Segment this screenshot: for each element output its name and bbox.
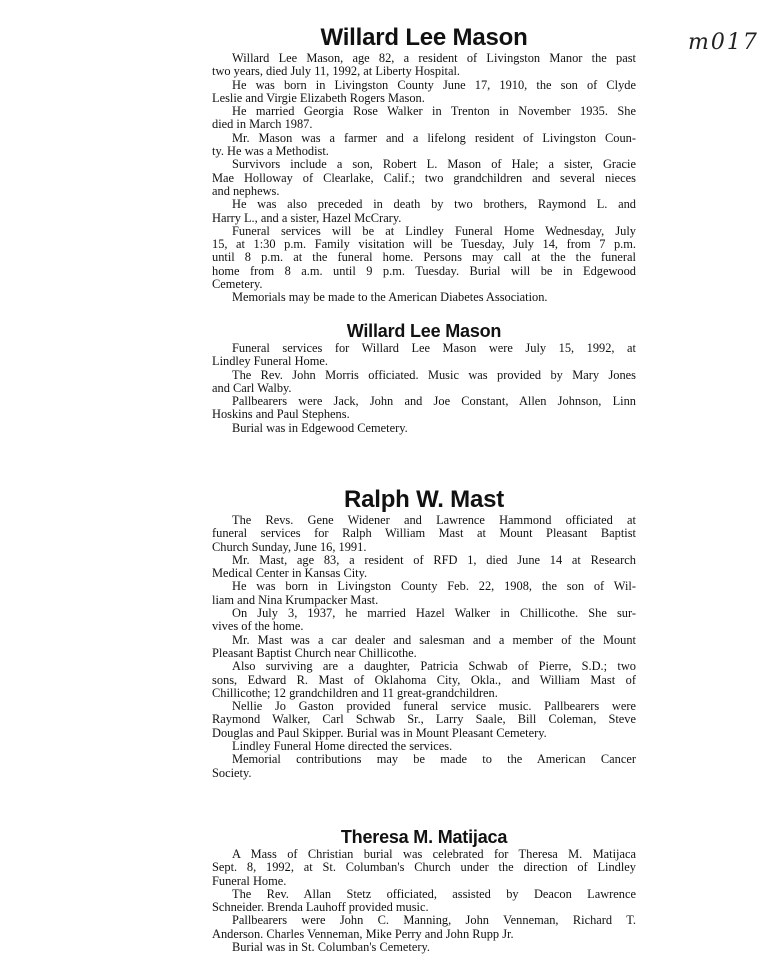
- text-line: The Rev. John Morris officiated. Music was provided by Mary Jones: [232, 367, 636, 382]
- text-line: Anderson. Charles Venneman, Mike Perry and John Rupp Jr.: [212, 926, 514, 941]
- obituary-ralph-w-mast: [212, 486, 636, 780]
- text-line: Harry L., and a sister, Hazel McCrary.: [212, 210, 402, 225]
- text-line: Pallbearers were Jack, John and Joe Constant, Allen Johnson, Linn: [232, 394, 636, 409]
- obituary-willard-lee-mason: [212, 24, 636, 305]
- paragraph: [212, 369, 636, 396]
- paragraph: [212, 342, 636, 369]
- text-line: Douglas and Paul Skipper. Burial was in Mount Pleasant Cemetery.: [212, 725, 547, 740]
- text-line: Pallbearers were John C. Manning, John Venneman, Richard T.: [232, 913, 636, 928]
- paragraph: [212, 634, 636, 661]
- text-line: The Revs. Gene Widener and Lawrence Hammond officiated at: [232, 513, 636, 527]
- paragraph: [212, 888, 636, 915]
- paragraph: [212, 580, 636, 607]
- paragraph: [212, 158, 636, 198]
- text-line: until 8 p.m. at the funeral home. Persons may call at the the funeral: [212, 250, 636, 265]
- text-line: Church Sunday, June 16, 1991.: [212, 539, 367, 554]
- text-line: He was born in Livingston County June 17, 1910, the son of Clyde: [232, 77, 636, 92]
- paragraph: [212, 422, 636, 435]
- text-line: A Mass of Christian burial was celebrated for Theresa M. Matijaca: [232, 847, 636, 861]
- text-line: died in March 1987.: [212, 117, 313, 132]
- paragraph: [212, 52, 636, 79]
- obituary-theresa-m-matijaca: [212, 826, 636, 954]
- text-line: Hoskins and Paul Stephens.: [212, 407, 350, 422]
- obituary-body: [212, 848, 636, 954]
- paragraph: [212, 198, 636, 225]
- text-line: Funeral services for Willard Lee Mason were July 15, 1992, at: [232, 341, 636, 355]
- paragraph: [212, 700, 636, 740]
- obituary-title: Willard Lee Mason: [320, 24, 528, 51]
- text-line: vives of the home.: [212, 619, 304, 634]
- text-line: He was born in Livingston County Feb. 22, 1908, the son of Wil-: [232, 579, 636, 594]
- text-line: and nephews.: [212, 183, 280, 198]
- text-line: Pleasant Baptist Church near Chillicothe.: [212, 645, 417, 660]
- text-line: On July 3, 1937, he married Hazel Walker in Chillicothe. She sur-: [232, 606, 636, 621]
- paragraph: [212, 79, 636, 106]
- paragraph: [212, 941, 636, 954]
- paragraph: [212, 740, 636, 753]
- paragraph: [212, 554, 636, 581]
- text-line: Mr. Mast was a car dealer and salesman and a member of the Mount: [232, 632, 636, 647]
- paragraph: [212, 914, 636, 941]
- text-line: Burial was in Edgewood Cemetery.: [232, 420, 408, 435]
- text-line: Lindley Funeral Home.: [212, 354, 328, 369]
- text-line: Funeral Home.: [212, 873, 287, 888]
- paragraph: [212, 105, 636, 132]
- paragraph: [212, 607, 636, 634]
- obituary-body: [212, 514, 636, 780]
- paragraph: [212, 753, 636, 780]
- text-line: Survivors include a son, Robert L. Mason of Hale; a sister, Gracie: [232, 157, 636, 172]
- text-line: Memorial contributions may be made to the American Cancer: [232, 752, 636, 767]
- paragraph: [212, 225, 636, 291]
- obituary-willard-lee-mason-services: [212, 320, 636, 435]
- text-line: Society.: [212, 765, 252, 780]
- text-line: Cemetery.: [212, 277, 263, 292]
- obituary-title: Ralph W. Mast: [343, 486, 505, 513]
- text-line: ty. He was a Methodist.: [212, 144, 329, 159]
- text-line: and Carl Walby.: [212, 380, 292, 395]
- paragraph: [212, 514, 636, 554]
- obituary-body: [212, 52, 636, 305]
- text-line: Chillicothe; 12 grandchildren and 11 great-grandchildren.: [212, 685, 498, 700]
- text-line: Lindley Funeral Home directed the services.: [232, 739, 453, 754]
- text-line: Raymond Walker, Carl Schwab Sr., Larry Saale, Bill Coleman, Steve: [212, 712, 636, 727]
- text-line: Mae Holloway of Clearlake, Calif.; two grandchildren and several nieces: [212, 170, 636, 185]
- paragraph: [212, 291, 636, 304]
- text-line: He was also preceded in death by two brothers, Raymond L. and: [232, 197, 636, 212]
- text-line: two years, died July 11, 1992, at Liberty Hospital.: [212, 64, 460, 79]
- handwritten-annotation: m017: [688, 30, 759, 55]
- obituary-body: [212, 342, 636, 435]
- text-line: home from 8 a.m. until 9 p.m. Tuesday. Burial will be in Edgewood: [212, 263, 636, 278]
- text-line: Funeral services will be at Lindley Funeral Home Wednesday, July: [232, 223, 636, 238]
- obituary-title: Willard Lee Mason: [346, 321, 502, 341]
- text-line: sons, Edward R. Mast of Oklahoma City, Okla., and William Mast of: [212, 672, 636, 687]
- text-line: Willard Lee Mason, age 82, a resident of Livingston Manor the past: [232, 51, 636, 65]
- text-line: Nellie Jo Gaston provided funeral service music. Pallbearers were: [232, 699, 636, 714]
- paragraph: [212, 395, 636, 422]
- text-line: Schneider. Brenda Lauhoff provided music.: [212, 900, 429, 915]
- text-line: The Rev. Allan Stetz officiated, assisted by Deacon Lawrence: [232, 886, 636, 901]
- text-line: Memorials may be made to the American Diabetes Association.: [232, 290, 548, 305]
- paragraph: [212, 848, 636, 888]
- text-line: Also surviving are a daughter, Patricia Schwab of Pierre, S.D.; two: [232, 659, 636, 674]
- text-line: liam and Nina Krumpacker Mast.: [212, 592, 379, 607]
- text-line: Mr. Mason was a farmer and a lifelong resident of Livingston Coun-: [232, 130, 636, 145]
- text-line: Burial was in St. Columban's Cemetery.: [232, 940, 430, 955]
- text-line: Medical Center in Kansas City.: [212, 566, 368, 581]
- paragraph: [212, 660, 636, 700]
- text-line: He married Georgia Rose Walker in Trenton in November 1935. She: [232, 104, 636, 119]
- text-line: Leslie and Virgie Elizabeth Rogers Mason.: [212, 90, 425, 105]
- paragraph: [212, 132, 636, 159]
- text-line: 15, at 1:30 p.m. Family visitation will be Tuesday, July 14, from 7 p.m.: [212, 237, 636, 252]
- text-line: Sept. 8, 1992, at St. Columban's Church under the direction of Lindley: [212, 860, 636, 875]
- text-line: funeral services for Ralph William Mast at Mount Pleasant Baptist: [212, 526, 636, 541]
- text-line: Mr. Mast, age 83, a resident of RFD 1, died June 14 at Research: [232, 552, 636, 567]
- obituary-title: Theresa M. Matijaca: [340, 827, 508, 847]
